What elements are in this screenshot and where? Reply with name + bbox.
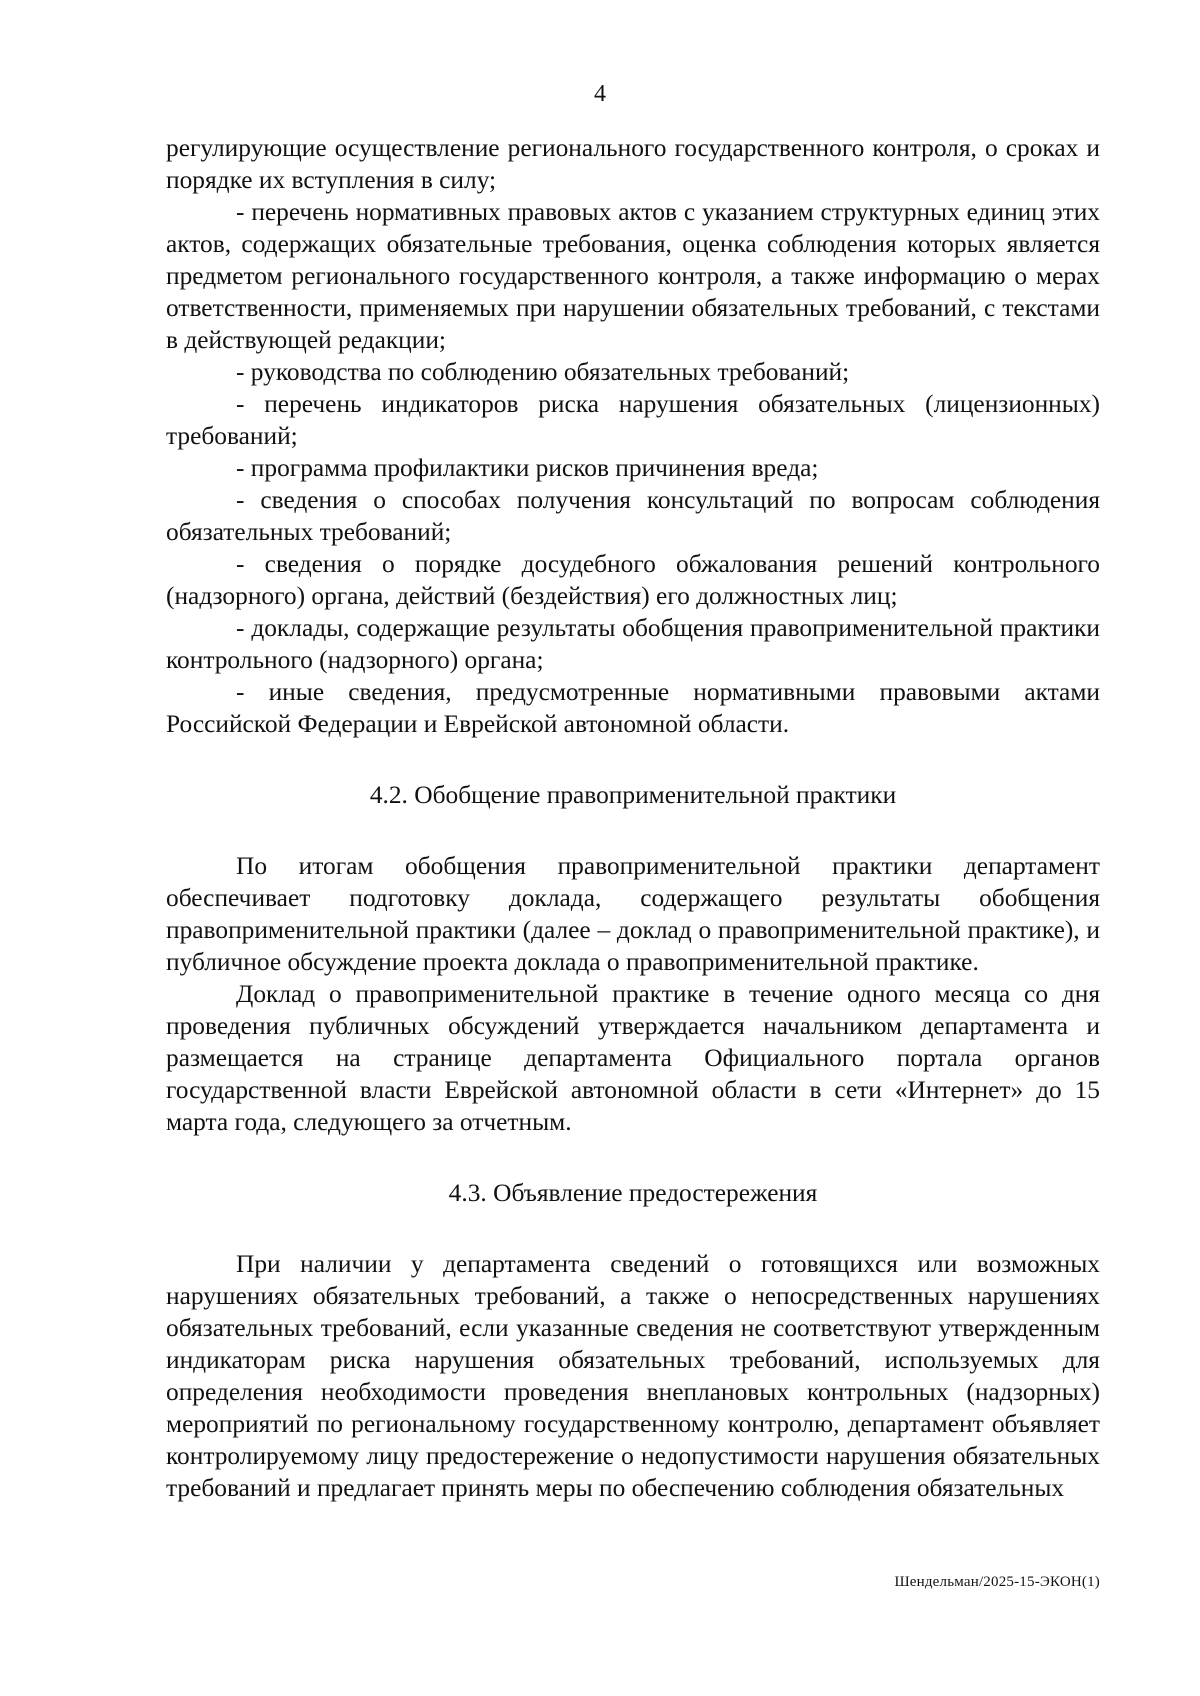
section-4-2-paragraph: По итогам обобщения правоприменительной практики департамент обеспечивает подготовку доклада, содержащего результаты обобщения правоприменительной практики (далее – доклад о правоприменительной практике), и публичное обсуждение проекта доклада о правоприменительной практике. (166, 852, 1100, 976)
document-body (166, 132, 1100, 1504)
intro-continuation: регулирующие осуществление регионального государственного контроля, о сроках и порядке их вступления в силу; (166, 134, 1100, 194)
list-item: - программа профилактики рисков причинения вреда; (236, 454, 819, 482)
list-item: - иные сведения, предусмотренные нормативными правовыми актами Российской Федерации и Еврейской автономной области. (166, 678, 1100, 738)
section-4-2-paragraph: Доклад о правоприменительной практике в течение одного месяца со дня проведения публичных обсуждений утверждается начальником департамента и размещается на странице департамента Официального портала органов государственной власти Еврейской автономной области в сети «Интернет» до 15 марта года, следующего за отчетным. (166, 980, 1100, 1136)
list-item: - сведения о порядке досудебного обжалования решений контрольного (надзорного) органа, действий (бездействия) его должностных лиц; (166, 550, 1100, 610)
list-item: - перечень индикаторов риска нарушения обязательных (лицензионных) требований; (166, 390, 1100, 450)
section-4-3-paragraph: При наличии у департамента сведений о готовящихся или возможных нарушениях обязательных требований, а также о непосредственных нарушениях обязательных требований, если указанные сведения не соответствуют утвержденным индикаторам риска нарушения обязательных требований, используемых для определения необходимости проведения внеплановых контрольных (надзорных) мероприятий по региональному государственному контролю, департамент объявляет контролируемому лицу предостережение о недопустимости нарушения обязательных требований и предлагает принять меры по обеспечению соблюдения обязательных (166, 1250, 1100, 1502)
list-item: - руководства по соблюдению обязательных требований; (236, 358, 850, 386)
list-item: - сведения о способах получения консультаций по вопросам соблюдения обязательных требований; (166, 486, 1100, 546)
section-heading-4-3: 4.3. Объявление предостережения (448, 1179, 818, 1207)
document-code: Шендельман/2025-15-ЭКОН(1) (894, 1574, 1100, 1590)
page-number: 4 (594, 81, 606, 107)
list-item: - доклады, содержащие результаты обобщения правоприменительной практики контрольного (надзорного) органа; (166, 614, 1100, 674)
list-item: - перечень нормативных правовых актов с указанием структурных единиц этих актов, содержащих обязательные требования, оценка соблюдения которых является предметом регионального государственного контроля, а также информацию о мерах ответственности, применяемых при нарушении обязательных требований, с текстами в действующей редакции; (166, 198, 1100, 354)
section-heading-4-2: 4.2. Обобщение правоприменительной практики (369, 781, 897, 809)
